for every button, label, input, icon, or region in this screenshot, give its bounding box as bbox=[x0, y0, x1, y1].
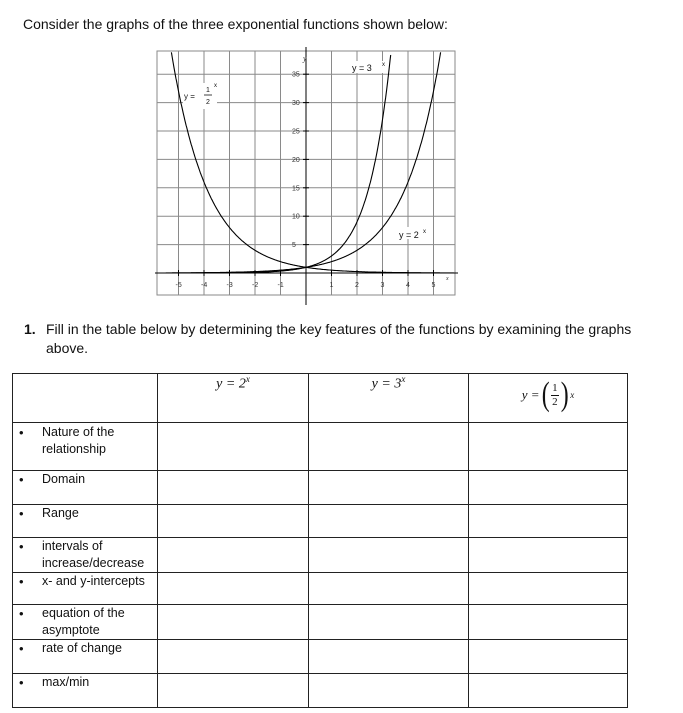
label-y-half-x-y: y = bbox=[184, 92, 195, 101]
y-tick-label: 20 bbox=[292, 156, 300, 164]
label-y-half-x-den: 2 bbox=[206, 99, 210, 106]
y-tick-label: 15 bbox=[292, 185, 300, 193]
row-label-text: rate of change bbox=[42, 641, 122, 655]
table-cell[interactable] bbox=[309, 605, 469, 640]
header-half-exp: x bbox=[570, 390, 575, 400]
bullet: • bbox=[19, 506, 24, 521]
table-row bbox=[13, 640, 628, 674]
intro-text: Consider the graphs of the three exponential functions shown below: bbox=[23, 16, 448, 32]
row-label-text: Nature of the relationship bbox=[42, 425, 115, 456]
x-tick-label: 5 bbox=[431, 282, 436, 289]
table-cell[interactable] bbox=[309, 423, 469, 471]
header-half-den: 2 bbox=[552, 395, 558, 408]
label-y-2x bbox=[397, 227, 431, 240]
table-cell[interactable] bbox=[309, 505, 469, 538]
table-cell[interactable] bbox=[158, 423, 309, 471]
table-cell[interactable] bbox=[158, 505, 309, 538]
table-cell[interactable] bbox=[469, 538, 628, 573]
y-tick-label: 30 bbox=[292, 100, 300, 108]
row-label bbox=[13, 423, 158, 471]
header-y-2x bbox=[158, 374, 309, 423]
row-label-text: x- and y-intercepts bbox=[42, 574, 145, 588]
table-row bbox=[13, 674, 628, 708]
header-blank bbox=[13, 374, 158, 423]
x-tick-label: -1 bbox=[277, 282, 284, 289]
table-row bbox=[13, 505, 628, 538]
row-label bbox=[13, 573, 158, 605]
table-row bbox=[13, 605, 628, 640]
row-label-text: intervals of increase/decrease bbox=[42, 539, 145, 570]
table-cell[interactable] bbox=[469, 505, 628, 538]
row-label bbox=[13, 605, 158, 640]
label-y-half-x-num: 1 bbox=[206, 87, 210, 94]
bullet: • bbox=[19, 641, 24, 656]
bullet: • bbox=[19, 425, 24, 440]
x-tick-label: -2 bbox=[252, 282, 259, 289]
table-cell[interactable] bbox=[469, 471, 628, 505]
y-axis-label: y bbox=[303, 54, 307, 63]
x-axis-label: x bbox=[446, 276, 449, 282]
task-number: 1. bbox=[24, 321, 36, 337]
y-tick-label: 5 bbox=[292, 242, 296, 250]
row-label bbox=[13, 640, 158, 674]
row-label bbox=[13, 505, 158, 538]
x-tick-label: -5 bbox=[175, 282, 182, 289]
header-y-3x bbox=[309, 374, 469, 423]
bullet: • bbox=[19, 606, 24, 621]
header-half-y: y = bbox=[521, 387, 540, 402]
table-cell[interactable] bbox=[158, 471, 309, 505]
table-cell[interactable] bbox=[469, 423, 628, 471]
table-cell[interactable] bbox=[309, 674, 469, 708]
bullet: • bbox=[19, 472, 24, 487]
label-y-half-x-exp: x bbox=[214, 83, 217, 89]
table-cell[interactable] bbox=[469, 573, 628, 605]
row-label bbox=[13, 674, 158, 708]
table-row bbox=[13, 538, 628, 573]
features-table bbox=[12, 373, 628, 708]
x-tick-label: 3 bbox=[380, 282, 385, 289]
table-cell[interactable] bbox=[469, 674, 628, 708]
task-question bbox=[24, 320, 644, 358]
label-y-half-x bbox=[183, 83, 217, 109]
table-row bbox=[13, 573, 628, 605]
x-tick-label: -4 bbox=[201, 282, 208, 289]
table-cell[interactable] bbox=[309, 640, 469, 674]
y-tick-label: 25 bbox=[292, 128, 300, 136]
task-text: Fill in the table below by determining the key features of the functions by examining the graphs above. bbox=[46, 321, 632, 356]
table-cell[interactable] bbox=[158, 640, 309, 674]
label-y-3x-base: y = 3 bbox=[352, 63, 372, 73]
exponential-graph bbox=[155, 47, 460, 305]
header-y-3x-base: y = 3 bbox=[371, 376, 402, 392]
label-y-2x-base: y = 2 bbox=[399, 230, 419, 240]
y-tick-label: 10 bbox=[292, 213, 300, 221]
table-cell[interactable] bbox=[158, 538, 309, 573]
table-cell[interactable] bbox=[158, 573, 309, 605]
table-cell[interactable] bbox=[469, 640, 628, 674]
table-row bbox=[13, 423, 628, 471]
bullet: • bbox=[19, 539, 24, 554]
header-half-num: 1 bbox=[552, 381, 558, 394]
header-y-3x-exp: x bbox=[401, 374, 406, 384]
row-label-text: max/min bbox=[42, 675, 90, 689]
table-cell[interactable] bbox=[469, 605, 628, 640]
table-row bbox=[13, 471, 628, 505]
table-cell[interactable] bbox=[309, 471, 469, 505]
row-label bbox=[13, 471, 158, 505]
x-tick-label: 2 bbox=[355, 282, 359, 289]
row-label-text: Range bbox=[42, 506, 79, 520]
table-cell[interactable] bbox=[309, 573, 469, 605]
table-header-row bbox=[13, 374, 628, 423]
table-cell[interactable] bbox=[158, 674, 309, 708]
label-y-3x-exp: x bbox=[382, 62, 385, 68]
row-label bbox=[13, 538, 158, 573]
label-y-2x-exp: x bbox=[423, 229, 426, 235]
row-label-text: equation of the asymptote bbox=[42, 606, 125, 637]
header-y-2x-base: y = 2 bbox=[216, 376, 246, 392]
x-tick-label: -3 bbox=[226, 282, 233, 289]
header-y-half-x: y = ( $\frac{1}{2}$ ) x bbox=[469, 374, 628, 423]
x-tick-label: 4 bbox=[406, 282, 410, 289]
table-cell[interactable] bbox=[158, 605, 309, 640]
x-tick-label: 1 bbox=[329, 282, 334, 289]
bullet: • bbox=[19, 675, 24, 690]
bullet: • bbox=[19, 574, 24, 589]
table-cell[interactable] bbox=[309, 538, 469, 573]
label-y-3x bbox=[350, 61, 388, 73]
row-label-text: Domain bbox=[42, 472, 86, 486]
header-y-2x-exp: x bbox=[245, 374, 250, 384]
y-tick-label: 35 bbox=[292, 71, 300, 79]
